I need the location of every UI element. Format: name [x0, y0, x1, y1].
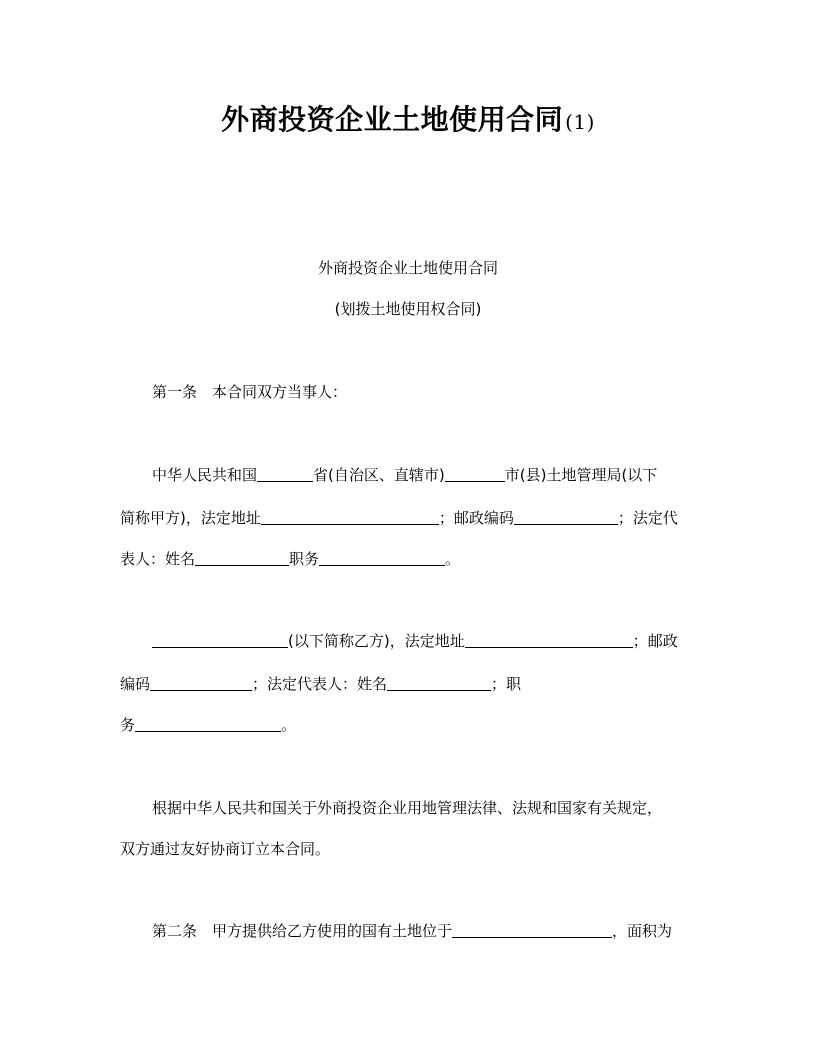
party-b-rep-label: ；法定代表人：姓名	[252, 675, 388, 693]
party-b-position-label-2: 务	[120, 716, 136, 734]
article-2-line-1	[152, 920, 696, 941]
party-a-end-mark: 。	[445, 550, 461, 568]
party-b-address-blank	[465, 633, 633, 648]
party-b-position-blank	[135, 717, 281, 732]
party-b-line-3	[120, 714, 696, 735]
article-2-label: 第二条 甲方提供给乙方使用的国有土地位于	[152, 922, 453, 940]
party-a-country: 中华人民共和国	[152, 466, 258, 484]
party-b-address-label: (以下简称乙方)，法定地址	[288, 632, 465, 650]
party-a-position-blank	[319, 551, 445, 566]
party-b-position-label: ；职	[491, 675, 522, 693]
party-a-postcode-blank	[514, 510, 618, 525]
province-blank	[257, 467, 313, 482]
contract-name: 外商投资企业土地使用合同	[317, 259, 498, 277]
party-b-rep-name-blank	[387, 676, 491, 691]
document-title	[0, 98, 816, 138]
party-a-province-label: 省(自治区、直辖市)	[313, 466, 445, 484]
party-a-bureau-label: 市(县)土地管理局(以下	[504, 466, 658, 484]
party-a-address-blank	[261, 510, 439, 525]
party-b-end-mark: 。	[281, 716, 297, 734]
land-location-blank	[452, 923, 612, 938]
document-title-suffix: (1)	[565, 110, 595, 134]
party-a-name-label: 表人：姓名	[120, 550, 196, 568]
basis-line-1: 根据中华人民共和国关于外商投资企业用地管理法律、法规和国家有关规定，	[152, 799, 663, 817]
city-blank	[445, 467, 505, 482]
party-a-postcode-label: ；邮政编码	[438, 509, 514, 527]
party-a-line-1	[152, 464, 696, 485]
party-b-name-blank	[152, 633, 288, 648]
document-title-main: 外商投资企业土地使用合同	[221, 103, 564, 136]
party-a-line-3	[120, 548, 696, 569]
party-b-postcode-label-2: 编码	[120, 675, 151, 693]
article-1-heading: 第一条 本合同双方当事人：	[152, 383, 348, 401]
party-b-line-2	[120, 673, 696, 694]
party-b-postcode-label: ；邮政	[632, 632, 678, 650]
contract-type: (划拨土地使用权合同)	[334, 300, 482, 318]
party-a-position-label: 职务	[289, 550, 320, 568]
party-a-line-2	[120, 507, 696, 528]
basis-line-2: 双方通过友好协商订立本合同。	[120, 840, 331, 858]
article-2-area-label: ，面积为	[612, 922, 673, 940]
party-b-postcode-blank	[150, 676, 252, 691]
party-a-name-blank	[195, 551, 289, 566]
party-a-rep-label: ；法定代	[617, 509, 678, 527]
party-b-line-1	[152, 630, 696, 651]
party-a-address-label: 简称甲方)，法定地址	[120, 509, 261, 527]
